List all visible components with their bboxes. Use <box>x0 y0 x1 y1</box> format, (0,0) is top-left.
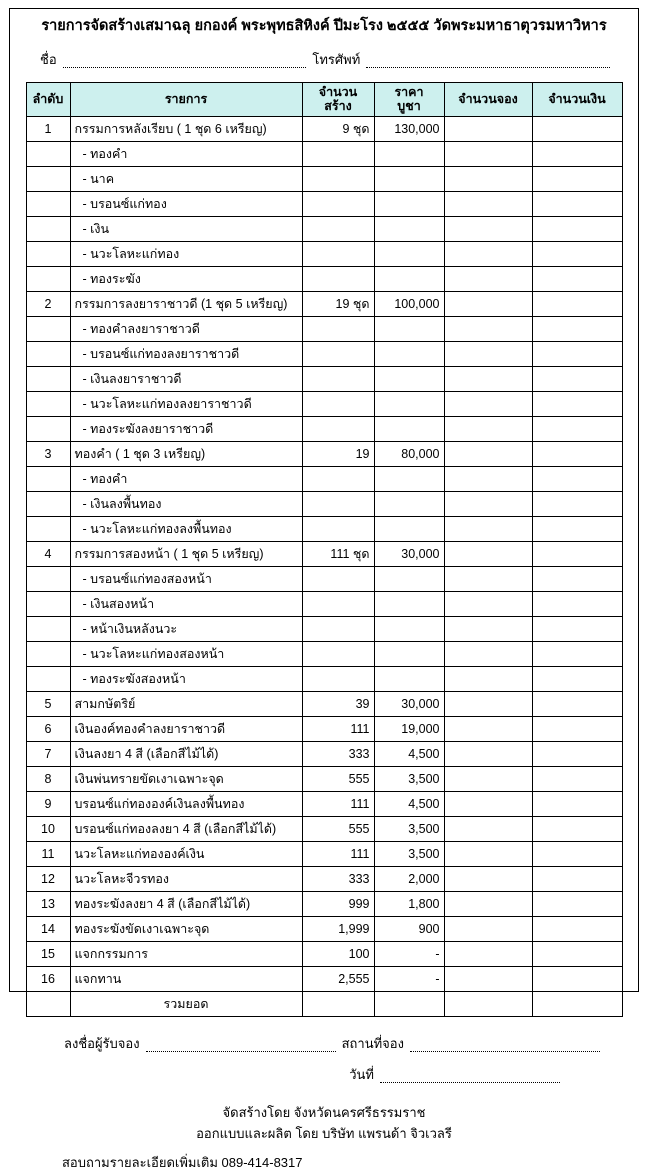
cell-booked[interactable] <box>444 642 532 667</box>
cell-qty: 111 <box>302 717 374 742</box>
cell-booked[interactable] <box>444 842 532 867</box>
name-input[interactable] <box>63 55 307 68</box>
cell-qty <box>302 642 374 667</box>
cell-price <box>374 667 444 692</box>
cell-qty <box>302 242 374 267</box>
table-row <box>26 242 622 267</box>
page-title: รายการจัดสร้างเสมาฉลุ ยกองค์ พระพุทธสิหิงค์ ปีมะโรง ๒๕๕๕ วัดพระมหาธาตุวรมหาวิหาร <box>41 18 607 34</box>
cell-item: - ทองคำ <box>70 467 302 492</box>
cell-item: - นวะโลหะแก่ทองลงพื้นทอง <box>70 517 302 542</box>
cell-booked[interactable] <box>444 292 532 317</box>
cell-qty <box>302 617 374 642</box>
cell-no: 1 <box>26 117 70 142</box>
date-label: วันที่ <box>349 1067 374 1082</box>
header-item: รายการ <box>70 83 302 117</box>
table-header-row <box>26 83 622 117</box>
cell-no <box>26 517 70 542</box>
header-price <box>374 83 444 117</box>
cell-booked[interactable] <box>444 192 532 217</box>
cell-booked[interactable] <box>444 317 532 342</box>
cell-qty <box>302 517 374 542</box>
cell-amount[interactable] <box>532 667 622 692</box>
cell-amount[interactable] <box>532 142 622 167</box>
cell-item: สามกษัตริย์ <box>70 692 302 717</box>
cell-item: แจกกรรมการ <box>70 942 302 967</box>
cell-booked[interactable] <box>444 417 532 442</box>
header-price-line2: บูชา <box>397 98 421 113</box>
table-row <box>26 442 622 467</box>
cell-price <box>374 417 444 442</box>
cell-no <box>26 592 70 617</box>
cell-amount[interactable] <box>532 942 622 967</box>
cell-qty <box>302 217 374 242</box>
cell-qty <box>302 367 374 392</box>
cell-qty: 555 <box>302 817 374 842</box>
cell-qty: 100 <box>302 942 374 967</box>
cell-qty <box>302 492 374 517</box>
cell-price <box>374 267 444 292</box>
cell-price: 130,000 <box>374 117 444 142</box>
table-row <box>26 867 622 892</box>
cell-amount[interactable] <box>532 117 622 142</box>
cell-booked[interactable] <box>444 667 532 692</box>
cell-price <box>374 317 444 342</box>
cell-item: - นวะโลหะแก่ทองลงยาราชาวดี <box>70 392 302 417</box>
phone-label: โทรศัพท์ <box>312 52 361 67</box>
cell-price <box>374 592 444 617</box>
cell-booked[interactable] <box>444 492 532 517</box>
table-row <box>26 142 622 167</box>
cell-no <box>26 342 70 367</box>
cell-no: 3 <box>26 442 70 467</box>
cell-qty <box>302 567 374 592</box>
header-price-line1: ราคา <box>394 84 424 99</box>
signer-input[interactable] <box>146 1039 336 1052</box>
cell-no: 5 <box>26 692 70 717</box>
cell-amount[interactable] <box>532 617 622 642</box>
cell-amount[interactable] <box>532 392 622 417</box>
cell-qty: 111 <box>302 792 374 817</box>
cell-qty <box>302 592 374 617</box>
cell-item: - ทองคำ <box>70 142 302 167</box>
table-row <box>26 617 622 642</box>
cell-amount[interactable] <box>532 767 622 792</box>
cell-no: 2 <box>26 292 70 317</box>
cell-booked[interactable] <box>444 692 532 717</box>
table-row <box>26 392 622 417</box>
cell-booked[interactable] <box>444 717 532 742</box>
cell-amount[interactable] <box>532 317 622 342</box>
cell-price: 3,500 <box>374 842 444 867</box>
cell-item: - บรอนซ์แก่ทอง <box>70 192 302 217</box>
cell-qty: 333 <box>302 867 374 892</box>
table-row <box>26 842 622 867</box>
total-cell-price <box>374 992 444 1017</box>
cell-qty <box>302 167 374 192</box>
cell-booked[interactable] <box>444 517 532 542</box>
cell-no <box>26 367 70 392</box>
header-qty-line2: สร้าง <box>324 98 352 113</box>
cell-price: 30,000 <box>374 542 444 567</box>
cell-qty: 333 <box>302 742 374 767</box>
cell-booked[interactable] <box>444 817 532 842</box>
cell-amount[interactable] <box>532 917 622 942</box>
cell-no: 15 <box>26 942 70 967</box>
table-row <box>26 117 622 142</box>
cell-item: - บรอนซ์แก่ทองสองหน้า <box>70 567 302 592</box>
cell-price <box>374 642 444 667</box>
cell-no <box>26 667 70 692</box>
cell-price <box>374 217 444 242</box>
cell-price: 900 <box>374 917 444 942</box>
cell-item: - เงินสองหน้า <box>70 592 302 617</box>
cell-amount[interactable] <box>532 342 622 367</box>
table-row <box>26 692 622 717</box>
cell-item: เงินพ่นทรายขัดเงาเฉพาะจุด <box>70 767 302 792</box>
cell-item: - เงิน <box>70 217 302 242</box>
cell-amount[interactable] <box>532 817 622 842</box>
cell-booked[interactable] <box>444 117 532 142</box>
table-row <box>26 367 622 392</box>
cell-amount[interactable] <box>532 267 622 292</box>
cell-item: กรรมการสองหน้า ( 1 ชุด 5 เหรียญ) <box>70 542 302 567</box>
cell-qty: 39 <box>302 692 374 717</box>
cell-item: ทองระฆังขัดเงาเฉพาะจุด <box>70 917 302 942</box>
order-table <box>26 82 623 1017</box>
cell-price <box>374 492 444 517</box>
cell-item: - หน้าเงินหลังนวะ <box>70 617 302 642</box>
cell-price: 3,500 <box>374 817 444 842</box>
cell-qty <box>302 142 374 167</box>
cell-amount[interactable] <box>532 167 622 192</box>
cell-amount[interactable] <box>532 242 622 267</box>
cell-amount[interactable] <box>532 792 622 817</box>
cell-booked[interactable] <box>444 167 532 192</box>
cell-no: 6 <box>26 717 70 742</box>
cell-price: 1,800 <box>374 892 444 917</box>
cell-price <box>374 617 444 642</box>
table-row <box>26 792 622 817</box>
cell-price <box>374 392 444 417</box>
cell-price: 4,500 <box>374 792 444 817</box>
footer-line-1: จัดสร้างโดย จังหวัดนครศรีธรรมราช <box>222 1105 426 1120</box>
cell-qty: 111 ชุด <box>302 542 374 567</box>
table-body <box>26 117 622 1017</box>
total-cell-amount[interactable] <box>532 992 622 1017</box>
cell-no <box>26 642 70 667</box>
cell-amount[interactable] <box>532 517 622 542</box>
cell-booked[interactable] <box>444 942 532 967</box>
place-input[interactable] <box>410 1039 600 1052</box>
cell-amount[interactable] <box>532 192 622 217</box>
cell-booked[interactable] <box>444 767 532 792</box>
cell-booked[interactable] <box>444 567 532 592</box>
table-row <box>26 217 622 242</box>
table-row <box>26 492 622 517</box>
table-row <box>26 717 622 742</box>
cell-item: - ทองคำลงยาราชาวดี <box>70 317 302 342</box>
cell-item: บรอนซ์แก่ทององค์เงินลงพื้นทอง <box>70 792 302 817</box>
table-row <box>26 467 622 492</box>
cell-amount[interactable] <box>532 467 622 492</box>
total-cell-no <box>26 992 70 1017</box>
header-qty <box>302 83 374 117</box>
cell-no <box>26 142 70 167</box>
cell-price: 19,000 <box>374 717 444 742</box>
cell-price <box>374 467 444 492</box>
cell-no: 8 <box>26 767 70 792</box>
cell-item: - นวะโลหะแก่ทองสองหน้า <box>70 642 302 667</box>
cell-amount[interactable] <box>532 542 622 567</box>
cell-no: 10 <box>26 817 70 842</box>
table-row <box>26 192 622 217</box>
table-row <box>26 967 622 992</box>
cell-booked[interactable] <box>444 542 532 567</box>
table-row <box>26 742 622 767</box>
cell-price: - <box>374 942 444 967</box>
cell-booked[interactable] <box>444 442 532 467</box>
cell-qty <box>302 342 374 367</box>
cell-no: 7 <box>26 742 70 767</box>
cell-no <box>26 317 70 342</box>
cell-price: 4,500 <box>374 742 444 767</box>
cell-qty <box>302 392 374 417</box>
table-row <box>26 542 622 567</box>
cell-price <box>374 567 444 592</box>
cell-price: 2,000 <box>374 867 444 892</box>
cell-qty: 19 ชุด <box>302 292 374 317</box>
cell-item: นวะโลหะจีวรทอง <box>70 867 302 892</box>
table-row <box>26 942 622 967</box>
cell-price: 100,000 <box>374 292 444 317</box>
cell-amount[interactable] <box>532 417 622 442</box>
header-booked: จำนวนจอง <box>444 83 532 117</box>
cell-booked[interactable] <box>444 592 532 617</box>
name-label: ชื่อ <box>40 52 57 67</box>
cell-amount[interactable] <box>532 717 622 742</box>
cell-item: แจกทาน <box>70 967 302 992</box>
table-row <box>26 817 622 842</box>
header-amount: จำนวนเงิน <box>532 83 622 117</box>
cell-amount[interactable] <box>532 592 622 617</box>
cell-qty <box>302 192 374 217</box>
cell-price <box>374 367 444 392</box>
cell-qty: 555 <box>302 767 374 792</box>
cell-amount[interactable] <box>532 567 622 592</box>
cell-item: - นวะโลหะแก่ทอง <box>70 242 302 267</box>
phone-input[interactable] <box>366 55 610 68</box>
date-row <box>64 1064 602 1085</box>
signature-row <box>64 1033 602 1054</box>
total-label: รวมยอด <box>70 992 302 1017</box>
cell-item: เงินลงยา 4 สี (เลือกสีไม้ได้) <box>70 742 302 767</box>
cell-qty: 9 ชุด <box>302 117 374 142</box>
table-row <box>26 517 622 542</box>
table-row <box>26 317 622 342</box>
table-row <box>26 267 622 292</box>
cell-no <box>26 242 70 267</box>
table-row <box>26 917 622 942</box>
signature-block <box>20 1033 628 1085</box>
cell-item: - ทองระฆัง <box>70 267 302 292</box>
cell-price <box>374 167 444 192</box>
cell-no: 4 <box>26 542 70 567</box>
cell-amount[interactable] <box>532 292 622 317</box>
table-row <box>26 592 622 617</box>
total-row <box>26 992 622 1017</box>
cell-amount[interactable] <box>532 692 622 717</box>
table-row <box>26 642 622 667</box>
cell-item: ทองระฆังลงยา 4 สี (เลือกสีไม้ได้) <box>70 892 302 917</box>
cell-booked[interactable] <box>444 392 532 417</box>
cell-amount[interactable] <box>532 842 622 867</box>
footer-contact: สอบถามรายละเอียดเพิ่มเติม 089-414-8317 <box>62 1154 303 1170</box>
cell-qty: 2,555 <box>302 967 374 992</box>
header-qty-line1: จำนวน <box>318 84 358 99</box>
cell-qty: 1,999 <box>302 917 374 942</box>
table-row <box>26 167 622 192</box>
cell-qty <box>302 667 374 692</box>
cell-price: - <box>374 967 444 992</box>
cell-booked[interactable] <box>444 467 532 492</box>
date-input[interactable] <box>380 1070 560 1083</box>
table-row <box>26 667 622 692</box>
cell-item: - เงินลงพื้นทอง <box>70 492 302 517</box>
cell-no <box>26 617 70 642</box>
cell-price <box>374 142 444 167</box>
cell-item: - ทองระฆังสองหน้า <box>70 667 302 692</box>
cell-item: บรอนซ์แก่ทองลงยา 4 สี (เลือกสีไม้ได้) <box>70 817 302 842</box>
cell-no <box>26 267 70 292</box>
cell-qty <box>302 267 374 292</box>
cell-amount[interactable] <box>532 867 622 892</box>
cell-price <box>374 342 444 367</box>
cell-amount[interactable] <box>532 367 622 392</box>
cell-no: 13 <box>26 892 70 917</box>
signer-label: ลงชื่อผู้รับจอง <box>64 1036 140 1051</box>
table-row <box>26 342 622 367</box>
cell-price: 3,500 <box>374 767 444 792</box>
cell-qty: 111 <box>302 842 374 867</box>
cell-item: - เงินลงยาราชาวดี <box>70 367 302 392</box>
cell-item: กรรมการลงยาราชาวดี (1 ชุด 5 เหรียญ) <box>70 292 302 317</box>
header-no: ลำดับ <box>26 83 70 117</box>
cell-no <box>26 492 70 517</box>
cell-no: 12 <box>26 867 70 892</box>
cell-no: 16 <box>26 967 70 992</box>
table-row <box>26 892 622 917</box>
cell-price <box>374 517 444 542</box>
cell-item: - นาค <box>70 167 302 192</box>
cell-item: - บรอนซ์แก่ทองลงยาราชาวดี <box>70 342 302 367</box>
cell-booked[interactable] <box>444 917 532 942</box>
cell-booked[interactable] <box>444 892 532 917</box>
table-row <box>26 417 622 442</box>
footer-line-2: ออกแบบและผลิต โดย บริษัท แพรนด้า จิวเวลรี <box>196 1125 452 1141</box>
cell-price <box>374 242 444 267</box>
cell-qty: 19 <box>302 442 374 467</box>
cell-qty <box>302 467 374 492</box>
table-row <box>26 767 622 792</box>
cell-item: - ทองระฆังลงยาราชาวดี <box>70 417 302 442</box>
cell-qty: 999 <box>302 892 374 917</box>
cell-no <box>26 417 70 442</box>
cell-no: 9 <box>26 792 70 817</box>
cell-no <box>26 392 70 417</box>
cell-no <box>26 167 70 192</box>
cell-amount[interactable] <box>532 642 622 667</box>
cell-amount[interactable] <box>532 217 622 242</box>
cell-no: 14 <box>26 917 70 942</box>
cell-booked[interactable] <box>444 367 532 392</box>
cell-booked[interactable] <box>444 792 532 817</box>
total-cell-booked[interactable] <box>444 992 532 1017</box>
cell-no <box>26 567 70 592</box>
cell-booked[interactable] <box>444 217 532 242</box>
cell-qty <box>302 417 374 442</box>
cell-price: 80,000 <box>374 442 444 467</box>
table-row <box>26 292 622 317</box>
place-label: สถานที่จอง <box>341 1036 404 1051</box>
cell-amount[interactable] <box>532 442 622 467</box>
footer <box>20 1103 628 1173</box>
cell-no <box>26 467 70 492</box>
cell-booked[interactable] <box>444 867 532 892</box>
cell-amount[interactable] <box>532 492 622 517</box>
cell-item: นวะโลหะแก่ทององค์เงิน <box>70 842 302 867</box>
name-phone-line <box>20 37 628 70</box>
cell-booked[interactable] <box>444 742 532 767</box>
cell-no <box>26 192 70 217</box>
cell-amount[interactable] <box>532 892 622 917</box>
cell-amount[interactable] <box>532 967 622 992</box>
cell-booked[interactable] <box>444 342 532 367</box>
cell-booked[interactable] <box>444 267 532 292</box>
cell-booked[interactable] <box>444 967 532 992</box>
cell-no: 11 <box>26 842 70 867</box>
cell-qty <box>302 317 374 342</box>
cell-booked[interactable] <box>444 242 532 267</box>
table-row <box>26 567 622 592</box>
cell-item: ทองคำ ( 1 ชุด 3 เหรียญ) <box>70 442 302 467</box>
cell-booked[interactable] <box>444 617 532 642</box>
cell-no <box>26 217 70 242</box>
cell-item: เงินองค์ทองคำลงยาราชาวดี <box>70 717 302 742</box>
cell-item: กรรมการหลังเรียบ ( 1 ชุด 6 เหรียญ) <box>70 117 302 142</box>
total-cell-qty <box>302 992 374 1017</box>
cell-price <box>374 192 444 217</box>
cell-booked[interactable] <box>444 142 532 167</box>
cell-price: 30,000 <box>374 692 444 717</box>
cell-amount[interactable] <box>532 742 622 767</box>
